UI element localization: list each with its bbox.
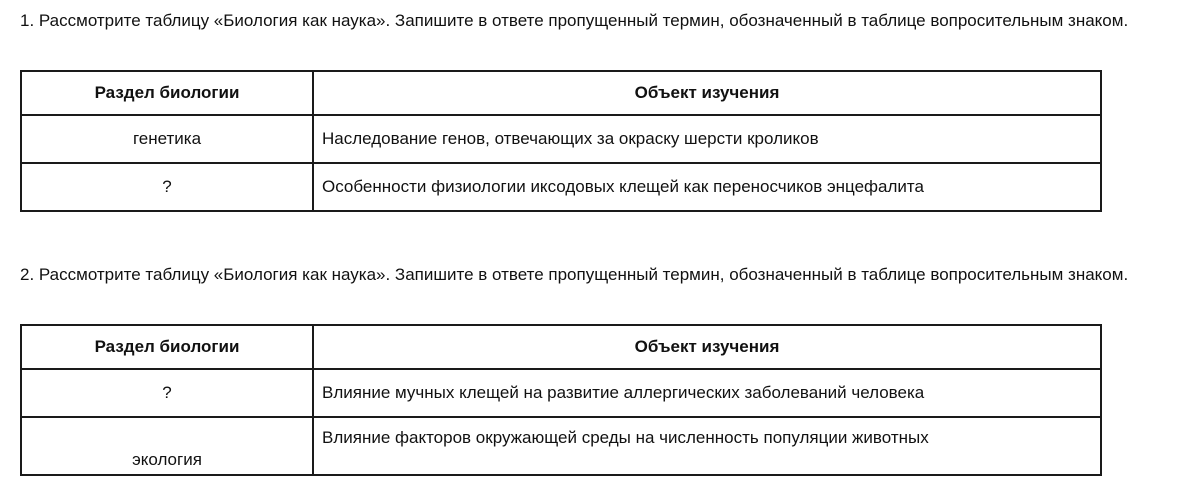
cell-section: экология [21, 417, 313, 475]
cell-object: Особенности физиологии иксодовых клещей как переносчиков энцефалита [313, 163, 1101, 211]
cell-object: Влияние факторов окружающей среды на численность популяции животных [313, 417, 1101, 475]
table-row [21, 163, 1101, 211]
table-row [21, 417, 1101, 475]
cell-object: Влияние мучных клещей на развитие аллергических заболеваний человека [313, 369, 1101, 417]
task-2-question: 2. Рассмотрите таблицу «Биология как наука». Запишите в ответе пропущенный термин, обозначенный в таблице вопросительным знаком. [20, 265, 1129, 284]
header-object: Объект изучения [313, 71, 1101, 115]
table-row [21, 369, 1101, 417]
cell-section: ? [21, 163, 313, 211]
table-header-row [21, 325, 1101, 369]
cell-section: генетика [21, 115, 313, 163]
task-1-table [20, 70, 1102, 212]
cell-object: Наследование генов, отвечающих за окраску шерсти кроликов [313, 115, 1101, 163]
table-row [21, 115, 1101, 163]
table-header-row [21, 71, 1101, 115]
header-section: Раздел биологии [21, 71, 313, 115]
header-section: Раздел биологии [21, 325, 313, 369]
cell-section: ? [21, 369, 313, 417]
header-object: Объект изучения [313, 325, 1101, 369]
task-1-question: 1. Рассмотрите таблицу «Биология как наука». Запишите в ответе пропущенный термин, обозначенный в таблице вопросительным знаком. [20, 11, 1129, 30]
task-2-table [20, 324, 1102, 476]
